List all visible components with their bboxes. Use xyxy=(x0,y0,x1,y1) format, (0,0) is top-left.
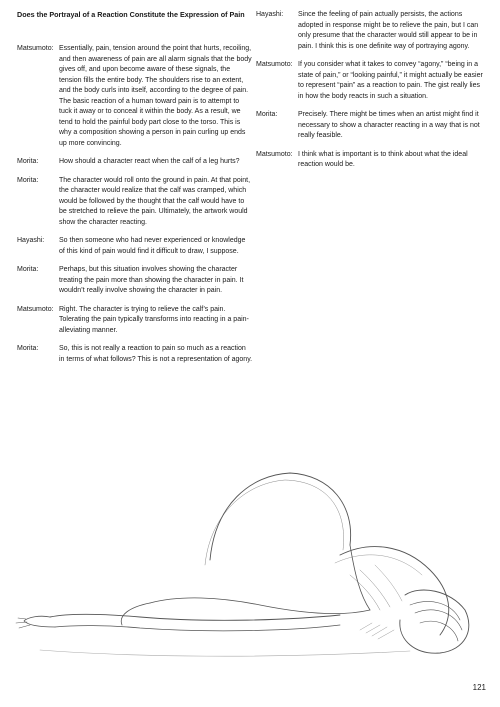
speech-text: How should a character react when the calf of a leg hurts? xyxy=(59,158,240,165)
speaker-name: Morita: xyxy=(17,176,39,184)
section-heading: Does the Portrayal of a Reaction Constitute the Expression of Pain xyxy=(17,10,245,19)
arm-outline xyxy=(50,614,340,620)
speaker-name: Matsumoto: xyxy=(17,305,54,313)
speaker-name: Hayashi: xyxy=(17,237,45,244)
speaker-name: Matsumoto: xyxy=(17,45,54,52)
speech-text: Right. The character is trying to relieve the calf’s pain. Tolerating the pain typically transforms into reacting in a pain-alleviating manner. xyxy=(59,305,249,334)
arm-outline xyxy=(55,625,340,631)
dialogue-entry xyxy=(256,10,486,52)
speech-text: Essentially, pain, tension around the point that hurts, recoiling, and then awareness of pain are all alarm signals that the body gives off, and upon become aware of these signals, the tension fills the entire body. The shoulders rise to an extent, and the body curls into itself, according to the degree of pain. The basic reaction of a human toward pain is to attempt to tuck it away or to conceal it within the body. As a result, we tend to hold the painful body part close to the torso. This is why a composition showing a person in pain curling up ends up more convincing. xyxy=(59,45,252,147)
speaker-name: Morita: xyxy=(17,158,39,165)
dialogue-entry xyxy=(256,110,486,142)
speech-text: Since the feeling of pain actually persists, the actions adopted in response might be to relieve the pain, but I can only presume that the character would still appear to be in pain. I think this is one definite way of portraying agony. xyxy=(298,11,479,50)
dialogue-entry xyxy=(256,150,486,171)
dialogue-entry xyxy=(17,305,253,337)
page-number: 121 xyxy=(472,683,486,692)
speaker-name: Morita: xyxy=(17,266,39,273)
shading-hatch xyxy=(360,623,394,639)
foot-outline xyxy=(121,603,150,625)
fold-line xyxy=(375,565,402,601)
sketch-illustration xyxy=(10,445,485,675)
speech-text: So, this is not really a reaction to pain so much as a reaction in terms of what follows? This is not a representation of agony. xyxy=(59,345,253,363)
dialogue-entry xyxy=(256,60,486,102)
thigh-outline xyxy=(210,473,351,560)
thigh-sketch-line xyxy=(205,480,344,565)
back-sketch-line xyxy=(335,555,422,575)
right-column xyxy=(256,10,486,179)
dialogue-entry xyxy=(17,236,253,257)
hair-strand xyxy=(420,621,458,641)
speech-text: The character would roll onto the ground in pain. At that point, the character would realize that the calf was cramped, which would be followed by the thought that the calf would have to be stretched to relieve the pain. Ultimately, the artwork would show the character reacting. xyxy=(59,176,251,226)
speech-text: So then someone who had never experienced or knowledge of this kind of pain would find it difficult to draw, I suppose. xyxy=(59,237,246,255)
fold-line xyxy=(350,575,380,610)
ground-line xyxy=(40,650,410,656)
hair-strand xyxy=(415,610,462,630)
speech-text: I think what is important is to think about what the ideal reaction would be. xyxy=(298,150,468,168)
speaker-name: Matsumoto: xyxy=(256,150,293,158)
speaker-name: Morita: xyxy=(256,111,278,118)
curled-figure-sketch xyxy=(10,445,485,675)
speech-text: Precisely. There might be times when an artist might find it necessary to show a character reacting in a way that is not really feasible. xyxy=(298,111,480,139)
dialogue-entry xyxy=(17,344,253,365)
speaker-name: Morita: xyxy=(17,345,39,352)
speech-text: Perhaps, but this situation involves showing the character treating the pain more than showing the character in pain. It wouldn’t really involve showing the character in pain. xyxy=(59,266,244,294)
dialogue-entry xyxy=(17,176,253,229)
finger-lines xyxy=(16,618,30,628)
left-column xyxy=(17,44,253,373)
dialogue-entry xyxy=(17,44,253,149)
dialogue-entry xyxy=(17,157,253,168)
speaker-name: Hayashi: xyxy=(256,11,284,18)
speech-text: If you consider what it takes to convey “agony,” “being in a state of pain,” or “looking painful,” it might actually be easier to represent “pain” as a reaction to pain. The gist really lies in how the body reacts in such a situation. xyxy=(298,61,483,100)
dialogue-entry xyxy=(17,265,253,297)
speaker-name: Matsumoto: xyxy=(256,61,293,68)
lower-leg-outline xyxy=(150,598,370,614)
